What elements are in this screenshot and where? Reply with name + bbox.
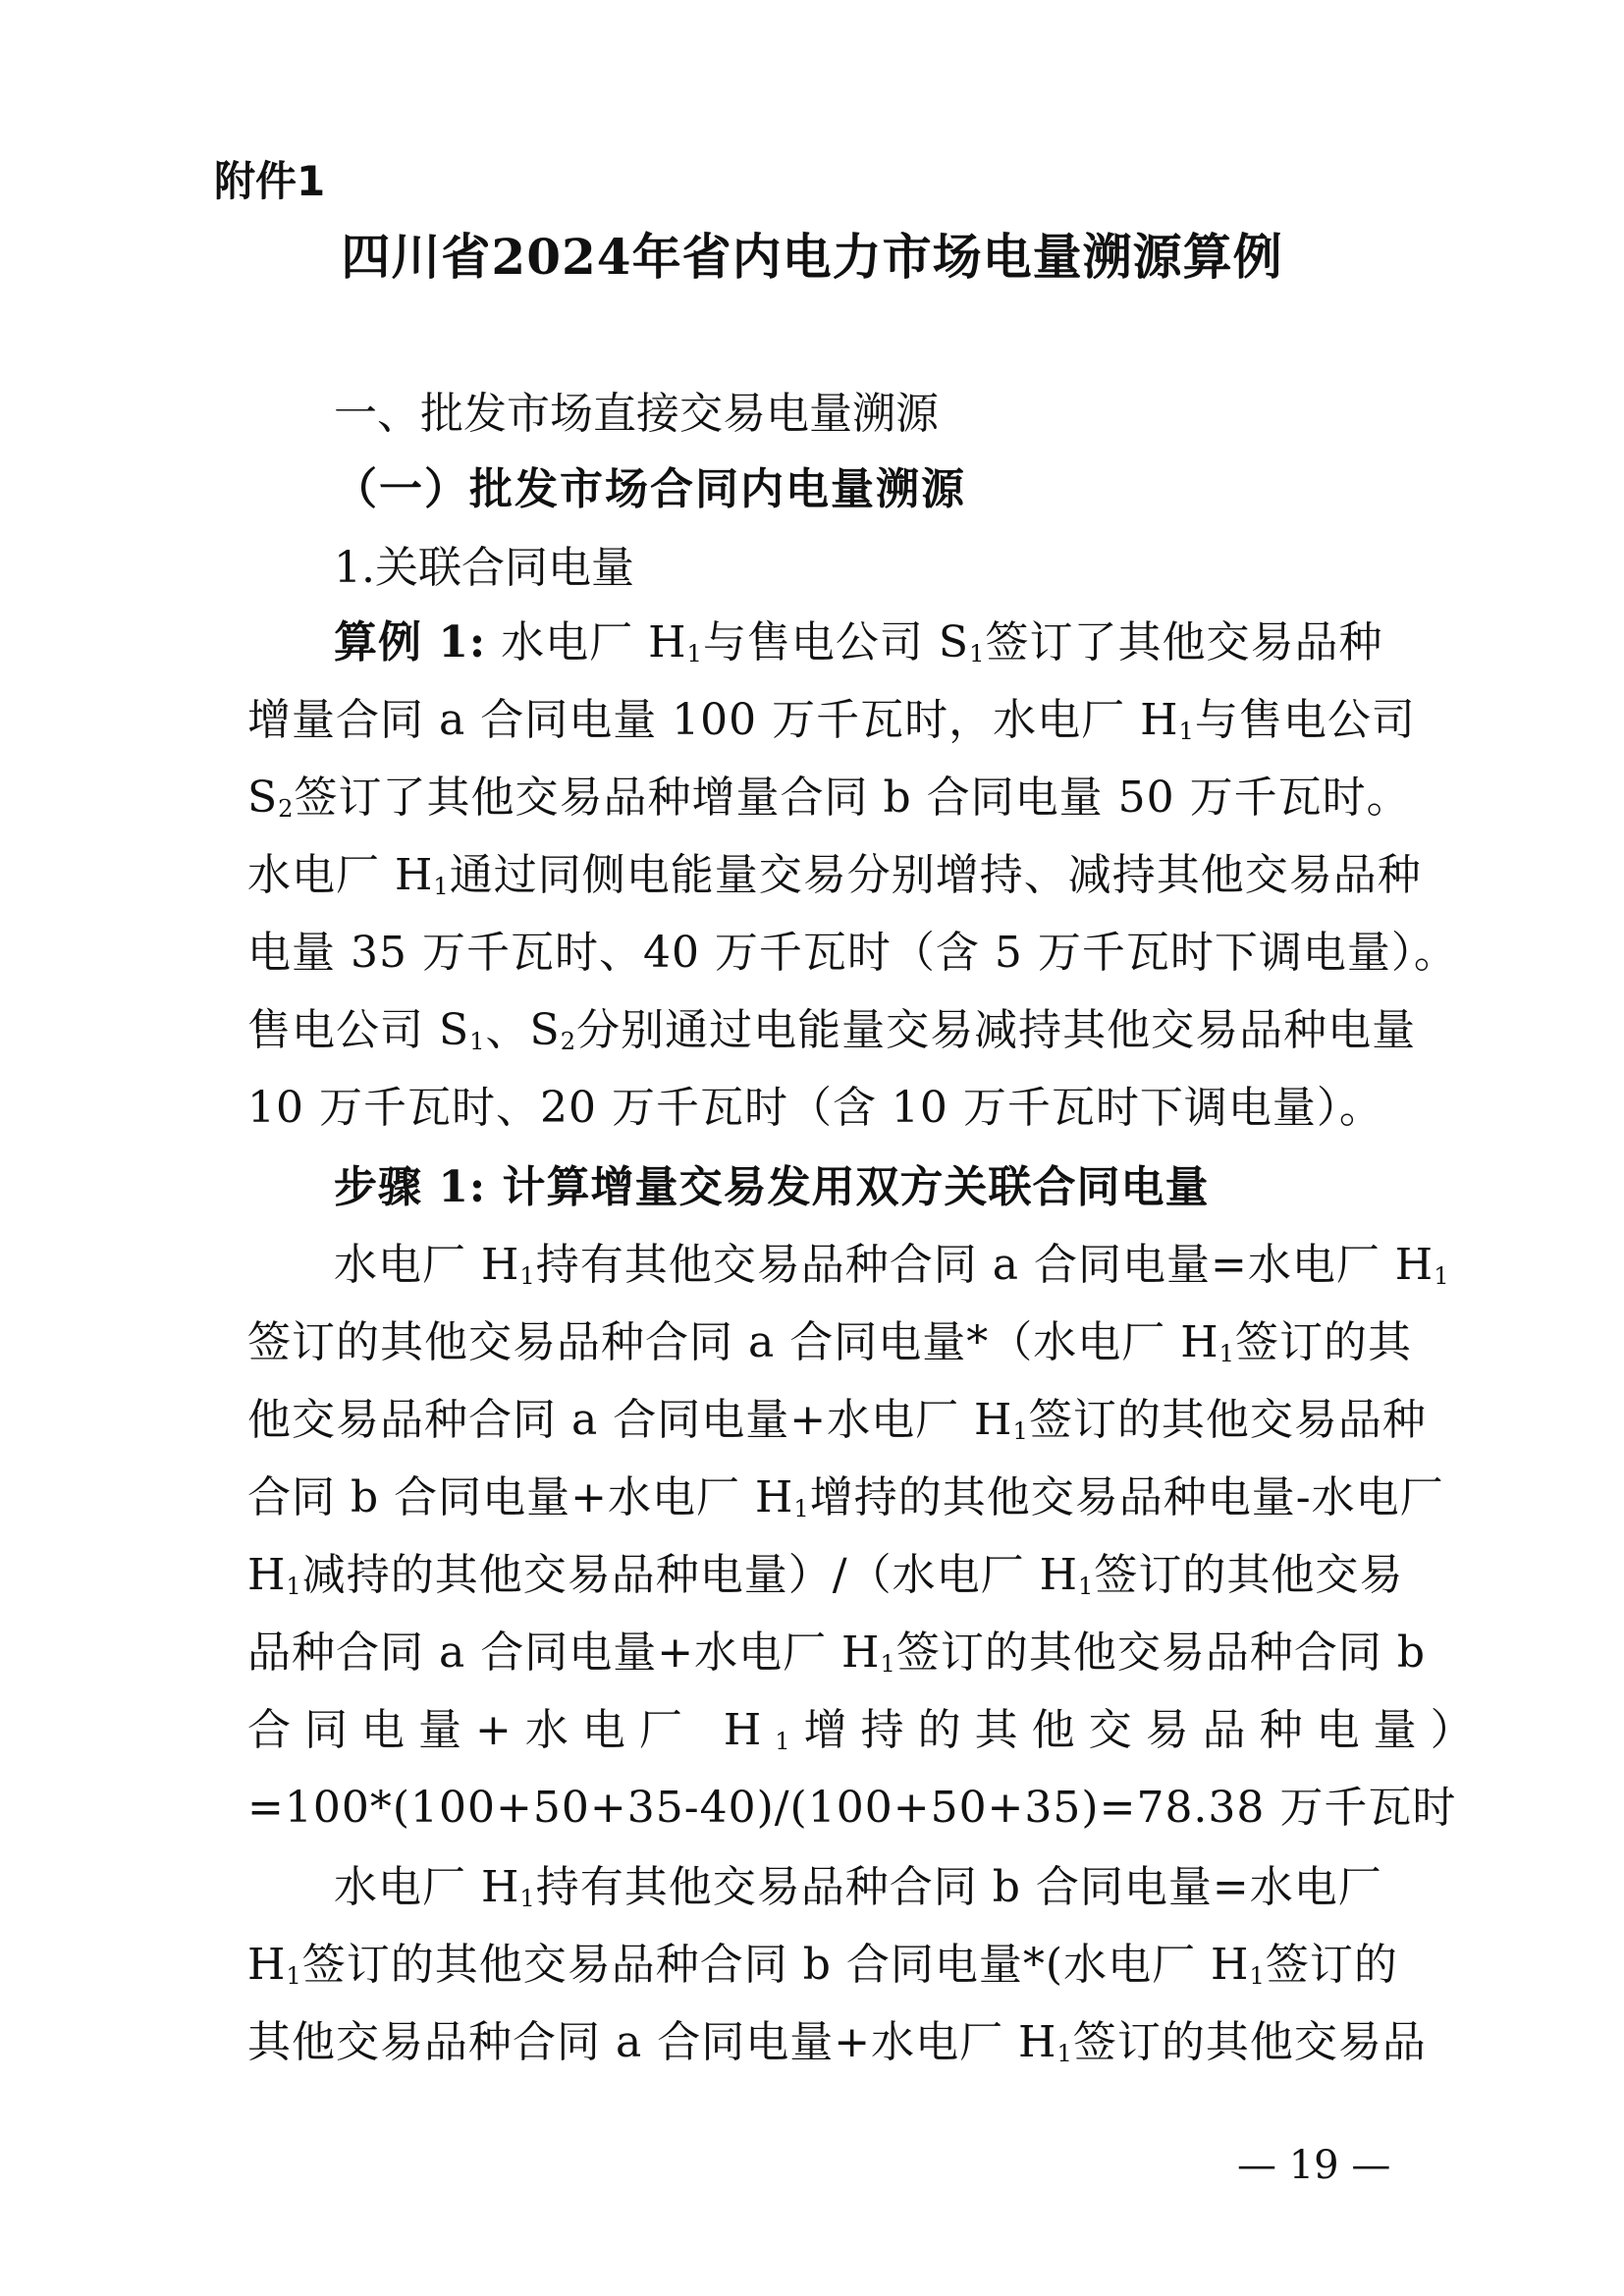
example-line: 电量 35 万千瓦时、40 万千瓦时（含 5 万千瓦时下调电量）。 — [247, 928, 1458, 978]
attachment-label: 附件1 — [214, 157, 326, 205]
step-heading — [334, 1151, 1377, 1214]
paragraph-line: $H_1$减持的其他交易品种电量）/（水电厂 $H_1$签订的其他交易 — [247, 1550, 1404, 1600]
paragraph-line: 其他交易品种合同 a 合同电量+水电厂 $H_1$签订的其他交易品 — [247, 2017, 1427, 2067]
example-line: $S_2$签订了其他交易品种增量合同 b 合同电量 50 万千瓦时。 — [247, 773, 1411, 823]
paragraph-line: 合同 b 合同电量+水电厂 $H_1$增持的其他交易品种电量-水电厂 — [247, 1472, 1444, 1522]
paragraph-line: 水电厂 $H_1$持有其他交易品种合同 b 合同电量=水电厂 — [334, 1862, 1382, 1912]
paragraph-line: 签订的其他交易品种合同 a 合同电量*（水电厂 $H_1$签订的其 — [247, 1317, 1412, 1367]
page-number: — 19 — — [1237, 2143, 1391, 2188]
example-line: 增量合同 a 合同电量 100 万千瓦时，水电厂 $H_1$与售电公司 — [247, 695, 1416, 745]
formula-line: =100*(100+50+35-40)/(100+50+35)=78.38 万千瓦时 — [247, 1783, 1457, 1833]
paragraph-line: 水电厂 $H_1$持有其他交易品种合同 a 合同电量=水电厂 $H_1$ — [334, 1240, 1450, 1290]
example-line: 10 万千瓦时、20 万千瓦时（含 10 万千瓦时下调电量）。 — [247, 1083, 1383, 1133]
paragraph-line: 他交易品种合同 a 合同电量+水电厂 $H_1$签订的其他交易品种 — [247, 1395, 1427, 1445]
section-heading: 一、批发市场直接交易电量溯源 — [334, 389, 939, 439]
example-label: 算例 1: — [334, 617, 487, 667]
step-text: 计算增量交易发用双方关联合同电量 — [502, 1162, 1210, 1212]
example-line: 水电厂 $H_1$通过同侧电能量交易分别增持、减持其他交易品种 — [247, 850, 1422, 900]
subsection-heading: （一）批发市场合同内电量溯源 — [334, 464, 966, 514]
item-heading: 1.关联合同电量 — [334, 543, 634, 593]
paragraph-line: 品种合同 a 合同电量+水电厂 $H_1$签订的其他交易品种合同 b — [247, 1628, 1426, 1678]
paragraph-line: 合同电量+水电厂 $H_1$增持的其他交易品种电量） — [247, 1705, 1488, 1755]
example-line: 售电公司 $S_1$、$S_2$分别通过电能量交易减持其他交易品种电量 — [247, 1005, 1417, 1055]
example-line: 算例 1: 水电厂 $H_1$与售电公司 $S_1$签订了其他交易品种 — [334, 617, 1383, 667]
step-label: 步骤 1: — [334, 1162, 487, 1212]
paragraph-line: $H_1$签订的其他交易品种合同 b 合同电量*(水电厂 $H_1$签订的 — [247, 1940, 1398, 1990]
page-title: 四川省2024年省内电力市场电量溯源算例 — [341, 228, 1283, 286]
